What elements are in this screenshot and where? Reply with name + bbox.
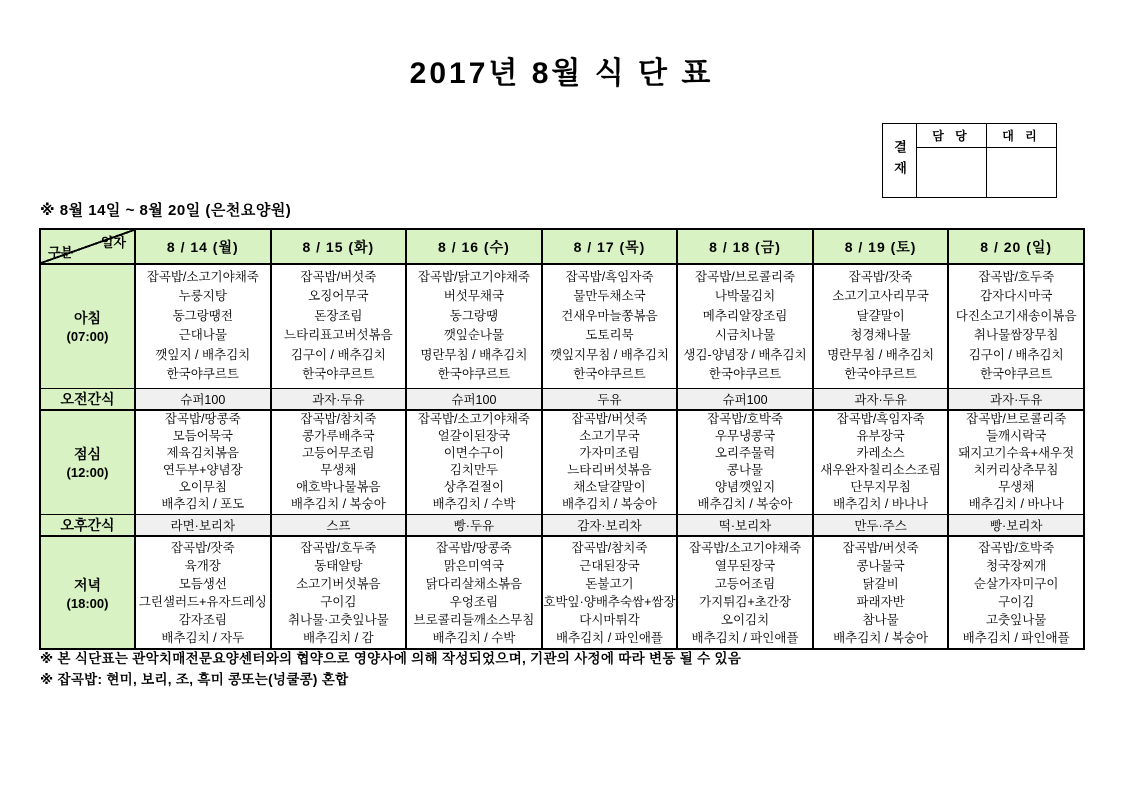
menu-item: 상추겉절이 <box>443 480 505 495</box>
approval-header-row <box>883 124 1057 148</box>
menu-item: 잡곡밥/닭고기야채죽 <box>417 269 530 284</box>
meal-row <box>40 536 1084 649</box>
day-header: 8 / 14 (월) <box>135 229 271 264</box>
menu-cell <box>677 410 813 515</box>
menu-item: 깻잎순나물 <box>443 328 505 343</box>
menu-item: 잡곡밥/버섯죽 <box>571 412 648 427</box>
menu-item: 잡곡밥/잣죽 <box>848 269 913 284</box>
meal-row <box>40 410 1084 515</box>
menu-item: 김치만두 <box>449 463 499 478</box>
menu-cell <box>271 536 407 649</box>
menu-item: 느타리버섯볶음 <box>567 463 652 478</box>
menu-cell <box>406 410 542 515</box>
snack-cell: 떡·보리차 <box>677 515 813 537</box>
menu-cell <box>271 264 407 388</box>
menu-item: 나박물김치 <box>714 289 776 304</box>
menu-item: 명란무침 / 배추김치 <box>827 347 935 362</box>
menu-item: 고등어무조림 <box>302 446 375 461</box>
menu-item: 한국야쿠르트 <box>166 367 239 382</box>
menu-item: 김구이 / 배추김치 <box>968 347 1064 362</box>
menu-item: 제육김치볶음 <box>166 446 239 461</box>
menu-item: 유부장국 <box>856 429 905 444</box>
menu-item: 배추김치 / 수박 <box>432 630 516 645</box>
menu-item: 가지튀김+초간장 <box>699 594 791 609</box>
menu-item: 한국야쿠르트 <box>573 367 646 382</box>
approval-stamp-label: 결재 <box>883 124 917 198</box>
menu-item: 배추김치 / 자두 <box>161 630 245 645</box>
note-line: ※ 잡곡밥: 현미, 보리, 조, 흑미 콩또는(넝쿨콩) 혼합 <box>40 672 349 687</box>
page-title: 2017년 8월 식 단 표 <box>409 57 714 90</box>
menu-cell <box>542 410 678 515</box>
menu-item: 모듬어묵국 <box>172 429 233 444</box>
corner-label-category: 구분 <box>48 245 74 260</box>
approval-table <box>882 123 1057 198</box>
row-label <box>40 536 135 649</box>
menu-item: 메추리알장조림 <box>702 308 788 323</box>
menu-item: 취나물쌈장무침 <box>973 328 1059 343</box>
menu-item: 오리주물럭 <box>714 446 776 461</box>
menu-item: 닭다리살채소볶음 <box>425 576 523 591</box>
menu-item: 배추김치 / 포도 <box>161 497 245 512</box>
menu-item: 순살가자미구이 <box>973 576 1059 591</box>
menu-item: 한국야쿠르트 <box>708 367 782 382</box>
menu-item: 배추김치 / 복숭아 <box>833 630 929 645</box>
menu-item: 채소달걀말이 <box>573 480 646 495</box>
menu-item: 고춧잎나물 <box>985 612 1047 627</box>
menu-item: 파래자반 <box>856 594 905 609</box>
menu-item: 배추김치 / 바나나 <box>968 497 1064 512</box>
snack-cell: 두유 <box>542 388 678 410</box>
menu-item: 이면수구이 <box>443 446 505 461</box>
menu-item: 청국장찌개 <box>985 558 1047 573</box>
menu-item: 한국야쿠르트 <box>302 367 375 382</box>
menu-item: 도토리묵 <box>585 328 634 343</box>
menu-item: 잡곡밥/소고기야채죽 <box>146 269 259 284</box>
snack-cell: 과자·두유 <box>948 388 1084 410</box>
meal-row <box>40 264 1084 388</box>
menu-item: 잡곡밥/브로콜리죽 <box>694 269 796 284</box>
row-label <box>40 410 135 515</box>
day-header: 8 / 16 (수) <box>406 229 542 264</box>
menu-item: 잡곡밥/땅콩죽 <box>435 540 512 555</box>
corner-cell <box>40 229 135 264</box>
menu-item: 잡곡밥/흑임자죽 <box>565 269 654 284</box>
menu-cell <box>135 536 271 649</box>
day-header: 8 / 20 (일) <box>948 229 1084 264</box>
corner-label-date: 일자 <box>100 235 126 250</box>
menu-item: 잡곡밥/잣죽 <box>170 540 235 555</box>
menu-item: 고등어조림 <box>714 576 776 591</box>
row-label <box>40 515 135 537</box>
menu-item: 다시마튀각 <box>579 612 640 627</box>
menu-item: 한국야쿠르트 <box>979 367 1053 382</box>
menu-item: 우엉조림 <box>449 594 499 609</box>
menu-item: 돈불고기 <box>585 576 634 591</box>
menu-item: 배추김치 / 파인애플 <box>691 630 799 645</box>
menu-cell <box>948 536 1084 649</box>
menu-item: 구이김 <box>320 594 357 609</box>
approval-sign-cell-deputy <box>987 148 1057 198</box>
menu-item: 양념깻잎지 <box>714 480 776 495</box>
menu-table <box>39 228 1085 650</box>
menu-item: 잡곡밥/호두죽 <box>300 540 377 555</box>
meal-time: (18:00) <box>66 595 109 611</box>
snack-row <box>40 515 1084 537</box>
menu-item: 오징어무국 <box>308 289 369 304</box>
menu-item: 잡곡밥/참치죽 <box>300 412 377 427</box>
snack-cell: 빵·두유 <box>406 515 542 537</box>
menu-cell <box>948 264 1084 388</box>
menu-item: 구이김 <box>998 594 1035 609</box>
day-header: 8 / 15 (화) <box>271 229 407 264</box>
menu-item: 취나물·고춧잎나물 <box>287 612 389 627</box>
snack-cell: 라면·보리차 <box>135 515 271 537</box>
menu-item: 소고기버섯볶음 <box>296 576 381 591</box>
date-range-subtitle: ※ 8월 14일 ~ 8월 20일 (은천요양원) <box>40 202 292 219</box>
menu-item: 건새우마늘쫑볶음 <box>561 308 658 323</box>
menu-item: 다진소고기새송이볶음 <box>955 308 1077 323</box>
menu-item: 감자다시마국 <box>979 289 1053 304</box>
snack-cell: 슈퍼100 <box>677 388 813 410</box>
menu-item: 깻잎지무침 / 배추김치 <box>549 347 670 362</box>
row-label-text: 오후간식 <box>60 517 115 533</box>
menu-item: 무생채 <box>320 463 357 478</box>
menu-cell <box>813 536 949 649</box>
menu-item: 깻잎지 / 배추김치 <box>155 347 251 362</box>
menu-cell <box>677 536 813 649</box>
menu-item: 물만두채소국 <box>573 289 646 304</box>
menu-item: 오이김치 <box>720 612 770 627</box>
row-label-text: 점심 <box>73 446 102 463</box>
approval-header-manager: 담 당 <box>917 124 987 148</box>
day-header: 8 / 19 (토) <box>813 229 949 264</box>
menu-item: 배추김치 / 파인애플 <box>555 630 663 645</box>
menu-item: 동그랑땡 <box>449 308 499 323</box>
menu-item: 달걀말이 <box>856 308 905 323</box>
menu-item: 배추김치 / 감 <box>302 630 374 645</box>
menu-item: 잡곡밥/땅콩죽 <box>164 412 241 427</box>
menu-cell <box>542 536 678 649</box>
snack-cell: 만두·주스 <box>813 515 949 537</box>
menu-item: 가자미조림 <box>579 446 640 461</box>
menu-item: 근대나물 <box>178 328 227 343</box>
menu-item: 잡곡밥/브로콜리죽 <box>966 412 1067 427</box>
menu-item: 생김-양념장 / 배추김치 <box>683 347 807 362</box>
menu-item: 열무된장국 <box>714 558 776 573</box>
menu-item: 한국야쿠르트 <box>844 367 917 382</box>
snack-cell: 과자·두유 <box>271 388 407 410</box>
menu-item: 육개장 <box>184 558 221 573</box>
menu-item: 한국야쿠르트 <box>437 367 511 382</box>
menu-item: 단무지무침 <box>850 480 911 495</box>
snack-cell: 과자·두유 <box>813 388 949 410</box>
menu-item: 잡곡밥/호박죽 <box>707 412 783 427</box>
menu-item: 콩가루배추국 <box>302 429 375 444</box>
menu-item: 버섯무채국 <box>443 289 505 304</box>
row-label-text: 아침 <box>73 310 102 327</box>
menu-item: 배추김치 / 파인애플 <box>962 630 1070 645</box>
menu-item: 콩나물국 <box>856 558 905 573</box>
table-header-row <box>40 229 1084 264</box>
day-header: 8 / 17 (목) <box>542 229 678 264</box>
menu-cell <box>406 536 542 649</box>
snack-cell: 스프 <box>271 515 407 537</box>
menu-cell <box>542 264 678 388</box>
menu-item: 돈장조림 <box>314 308 363 323</box>
menu-item: 잡곡밥/참치죽 <box>571 540 648 555</box>
menu-cell <box>677 264 813 388</box>
row-label-text: 오전간식 <box>60 390 115 407</box>
menu-item: 청경채나물 <box>850 328 911 343</box>
menu-cell <box>813 264 949 388</box>
menu-item: 소고기고사리무국 <box>832 289 929 304</box>
day-header: 8 / 18 (금) <box>677 229 813 264</box>
menu-item: 동그랑땡전 <box>172 308 233 323</box>
menu-cell <box>135 264 271 388</box>
menu-item: 모듬생선 <box>178 576 227 591</box>
menu-item: 콩나물 <box>726 463 764 478</box>
menu-item: 느타리표고버섯볶음 <box>284 328 393 343</box>
menu-item: 명란무침 / 배추김치 <box>420 347 528 362</box>
menu-cell <box>813 410 949 515</box>
approval-header-deputy: 대 리 <box>987 124 1057 148</box>
menu-item: 호박잎·양배추숙쌈+쌈장 <box>543 594 676 609</box>
menu-item: 배추김치 / 바나나 <box>833 497 929 512</box>
snack-row <box>40 388 1084 410</box>
menu-cell <box>271 410 407 515</box>
menu-cell <box>406 264 542 388</box>
menu-item: 시금치나물 <box>714 328 776 343</box>
menu-item: 배추김치 / 복숭아 <box>561 497 657 512</box>
menu-cell <box>135 410 271 515</box>
menu-item: 잡곡밥/흑임자죽 <box>836 412 925 427</box>
meal-time: (07:00) <box>66 329 109 345</box>
menu-item: 잡곡밥/버섯죽 <box>300 269 377 284</box>
menu-item: 애호박나물볶음 <box>296 480 381 495</box>
menu-item: 동태알탕 <box>314 558 363 573</box>
menu-item: 배추김치 / 복숭아 <box>697 497 793 512</box>
snack-cell: 감자·보리차 <box>542 515 678 537</box>
menu-item: 맑은미역국 <box>443 558 505 573</box>
menu-item: 브로콜리들깨소스무침 <box>413 612 535 627</box>
menu-item: 감자조림 <box>178 612 227 627</box>
menu-item: 치커리상추무침 <box>973 463 1059 478</box>
menu-item: 잡곡밥/소고기야채죽 <box>688 540 802 555</box>
menu-item: 잡곡밥/호박죽 <box>978 540 1055 555</box>
menu-item: 누룽지탕 <box>178 289 227 304</box>
snack-cell: 빵·보리차 <box>948 515 1084 537</box>
snack-cell: 슈퍼100 <box>135 388 271 410</box>
menu-item: 카레소스 <box>856 446 905 461</box>
notes-section <box>40 648 741 690</box>
menu-item: 근대된장국 <box>579 558 640 573</box>
menu-item: 오이무침 <box>178 480 227 495</box>
menu-item: 소고기무국 <box>579 429 640 444</box>
row-label-text: 저녁 <box>73 576 102 593</box>
menu-item: 김구이 / 배추김치 <box>290 347 386 362</box>
row-label <box>40 264 135 388</box>
menu-item: 배추김치 / 수박 <box>432 497 516 512</box>
menu-item: 배추김치 / 복숭아 <box>290 497 386 512</box>
meal-time: (12:00) <box>66 465 109 481</box>
menu-cell <box>948 410 1084 515</box>
menu-item: 연두부+양념장 <box>162 463 243 478</box>
menu-item: 그린샐러드+유자드레싱 <box>138 594 267 609</box>
menu-item: 참나물 <box>862 612 899 627</box>
menu-item: 우무냉콩국 <box>714 429 776 444</box>
menu-item: 잡곡밥/버섯죽 <box>842 540 919 555</box>
approval-sign-cell-manager <box>917 148 987 198</box>
menu-item: 잡곡밥/호두죽 <box>978 269 1055 284</box>
menu-item: 얼갈이된장국 <box>437 429 511 444</box>
snack-cell: 슈퍼100 <box>406 388 542 410</box>
row-label <box>40 388 135 410</box>
menu-item: 닭갈비 <box>862 576 899 591</box>
menu-item: 새우완자칠리소스조림 <box>820 463 941 478</box>
menu-item: 들깨시락국 <box>985 429 1047 444</box>
menu-item: 돼지고기수육+새우젓 <box>958 446 1075 461</box>
menu-item: 무생채 <box>998 480 1035 495</box>
menu-item: 잡곡밥/소고기야채죽 <box>417 412 530 427</box>
note-line: ※ 본 식단표는 관악치매전문요양센터와의 협약으로 영양사에 의해 작성되었으며, 기관의 사정에 따라 변동 될 수 있음 <box>40 651 742 666</box>
